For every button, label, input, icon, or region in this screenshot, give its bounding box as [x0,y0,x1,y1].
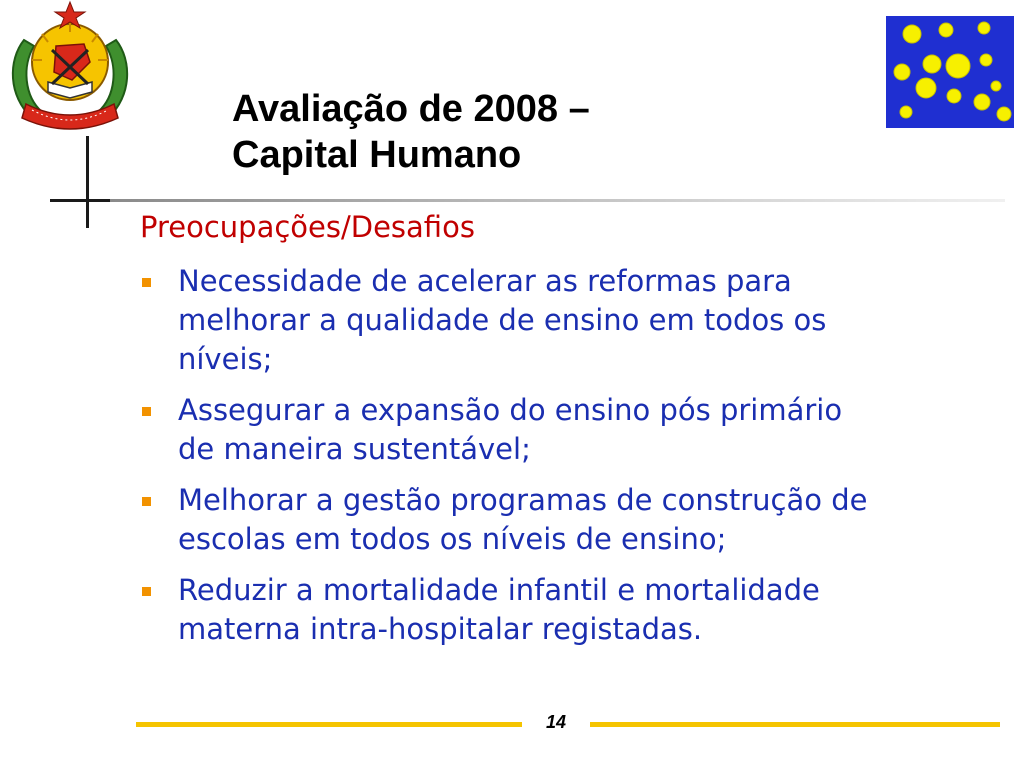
footer-bar-left [136,722,522,727]
horizontal-divider-gradient [110,199,1005,202]
page-number: 14 [545,712,567,732]
footer-bar-right [590,722,1000,727]
bullet-item [140,391,1020,469]
bullet-item [140,481,1020,559]
title-line-1: Avaliação de 2008 – [232,88,590,130]
bullet-text: Assegurar a expansão do ensino pós primário de maneira sustentável; [178,393,843,466]
square-bullet-icon [142,278,151,287]
slide-title [232,86,852,178]
horizontal-divider-dark [50,199,110,202]
title-line-2: Capital Humano [232,134,522,176]
square-bullet-icon [142,407,151,416]
bullet-text: Necessidade de acelerar as reformas para melhorar a qualidade de ensino em todos os níveis; [178,264,827,376]
bullet-item [140,262,1020,379]
bullet-list [140,262,1020,661]
vertical-divider [86,136,89,228]
coat-of-arms-icon [2,0,138,138]
dots-logo-icon [886,16,1014,128]
bullet-text: Melhorar a gestão programas de construção de escolas em todos os níveis de ensino; [178,483,868,556]
section-subtitle: Preocupações/Desafios [140,210,475,244]
square-bullet-icon [142,497,151,506]
square-bullet-icon [142,587,151,596]
bullet-item [140,571,1020,649]
bullet-text: Reduzir a mortalidade infantil e mortalidade materna intra-hospitalar registadas. [178,573,820,646]
